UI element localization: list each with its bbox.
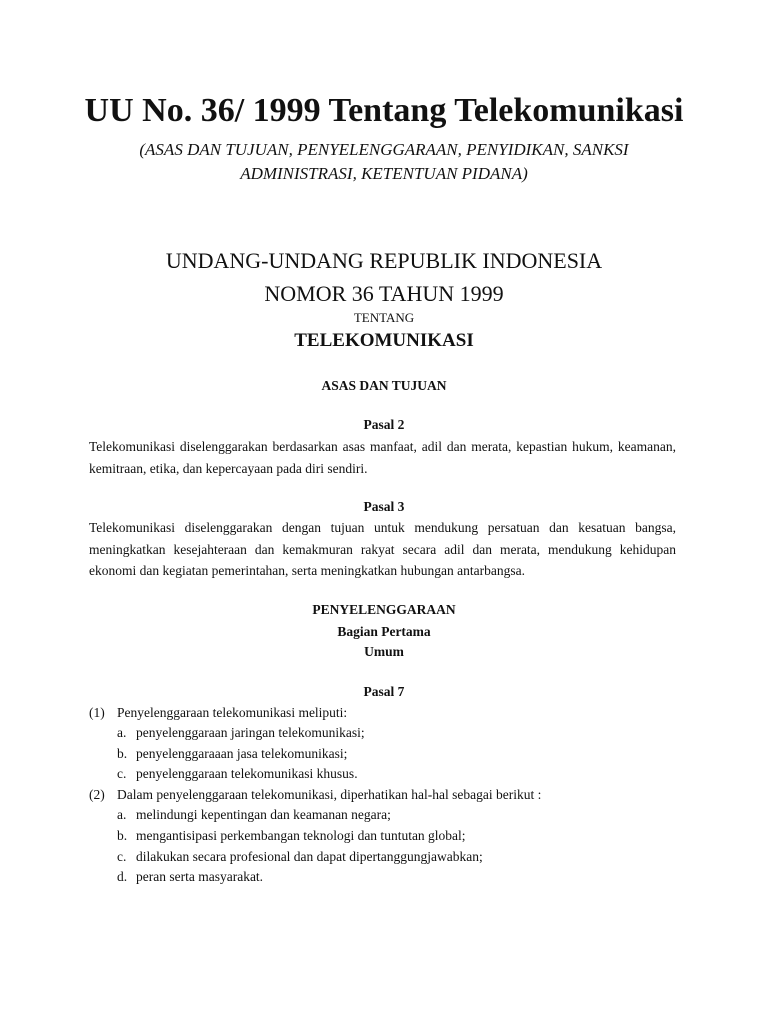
pasal-2-heading: Pasal 2 <box>363 417 405 432</box>
law-heading-line-1: UNDANG-UNDANG REPUBLIK INDONESIA <box>165 248 603 273</box>
subitem-text: penyelenggaraan telekomunikasi khusus. <box>136 766 358 781</box>
subitem-text: penyelenggaraan jaringan telekomunikasi; <box>136 725 365 740</box>
subitem-letter: a. <box>117 725 127 740</box>
list-subitem <box>0 725 768 745</box>
part-label: Bagian Pertama <box>337 624 431 639</box>
section-title-penyelenggaraan: PENYELENGGARAAN <box>312 602 456 617</box>
list-subitem <box>0 746 768 766</box>
subtitle-line-1: (ASAS DAN TUJUAN, PENYELENGGARAAN, PENYIDIKAN, SANKSI <box>139 140 629 159</box>
tentang-label: TENTANG <box>353 310 415 325</box>
subitem-letter: c. <box>117 849 127 864</box>
pasal-3-text: Telekomunikasi diselenggarakan dengan tujuan untuk mendukung persatuan dan kesatuan bangsa, meningkatkan kesejahteraan dan kemakmuran rakyat secara adil dan merata, mendukung kehidupan ekonomi dan kegiatan pemerintahan, serta meningkatkan hubungan antarbangsa. <box>89 520 676 578</box>
subitem-letter: a. <box>117 807 127 822</box>
document-title: UU No. 36/ 1999 Tentang Telekomunikasi <box>84 92 684 129</box>
subitem-letter: b. <box>117 746 128 761</box>
item-text: Dalam penyelenggaraan telekomunikasi, diperhatikan hal-hal sebagai berikut : <box>117 787 542 802</box>
law-heading-line-2: NOMOR 36 TAHUN 1999 <box>264 281 504 306</box>
item-text: Penyelenggaraan telekomunikasi meliputi: <box>117 705 348 720</box>
law-subject: TELEKOMUNIKASI <box>294 330 474 351</box>
subitem-text: melindungi kepentingan dan keamanan negara; <box>136 807 391 822</box>
list-item <box>0 705 768 725</box>
pasal-7-heading: Pasal 7 <box>363 684 405 699</box>
subitem-letter: b. <box>117 828 128 843</box>
item-number: (1) <box>89 705 105 720</box>
subitem-letter: d. <box>117 869 128 884</box>
subitem-text: mengantisipasi perkembangan teknologi dan tuntutan global; <box>136 828 466 843</box>
list-subitem <box>0 766 768 786</box>
list-item <box>0 787 768 807</box>
document-subtitle <box>0 138 768 186</box>
subitem-text: peran serta masyarakat. <box>136 869 264 884</box>
list-subitem <box>0 869 768 889</box>
part-title: Umum <box>364 644 404 659</box>
list-subitem <box>0 807 768 827</box>
list-subitem <box>0 828 768 848</box>
list-subitem <box>0 849 768 869</box>
pasal-3-heading: Pasal 3 <box>363 499 405 514</box>
section-title-asas: ASAS DAN TUJUAN <box>321 378 447 393</box>
subitem-text: penyelenggaraaan jasa telekomunikasi; <box>136 746 348 761</box>
subitem-text: dilakukan secara profesional dan dapat dipertanggungjawabkan; <box>136 849 483 864</box>
item-number: (2) <box>89 787 105 802</box>
pasal-2-text: Telekomunikasi diselenggarakan berdasarkan asas manfaat, adil dan merata, kepastian hukum, keamanan, kemitraan, etika, dan kepercayaan pada diri sendiri. <box>89 439 676 476</box>
subitem-letter: c. <box>117 766 127 781</box>
subtitle-line-2: ADMINISTRASI, KETENTUAN PIDANA) <box>240 164 528 183</box>
